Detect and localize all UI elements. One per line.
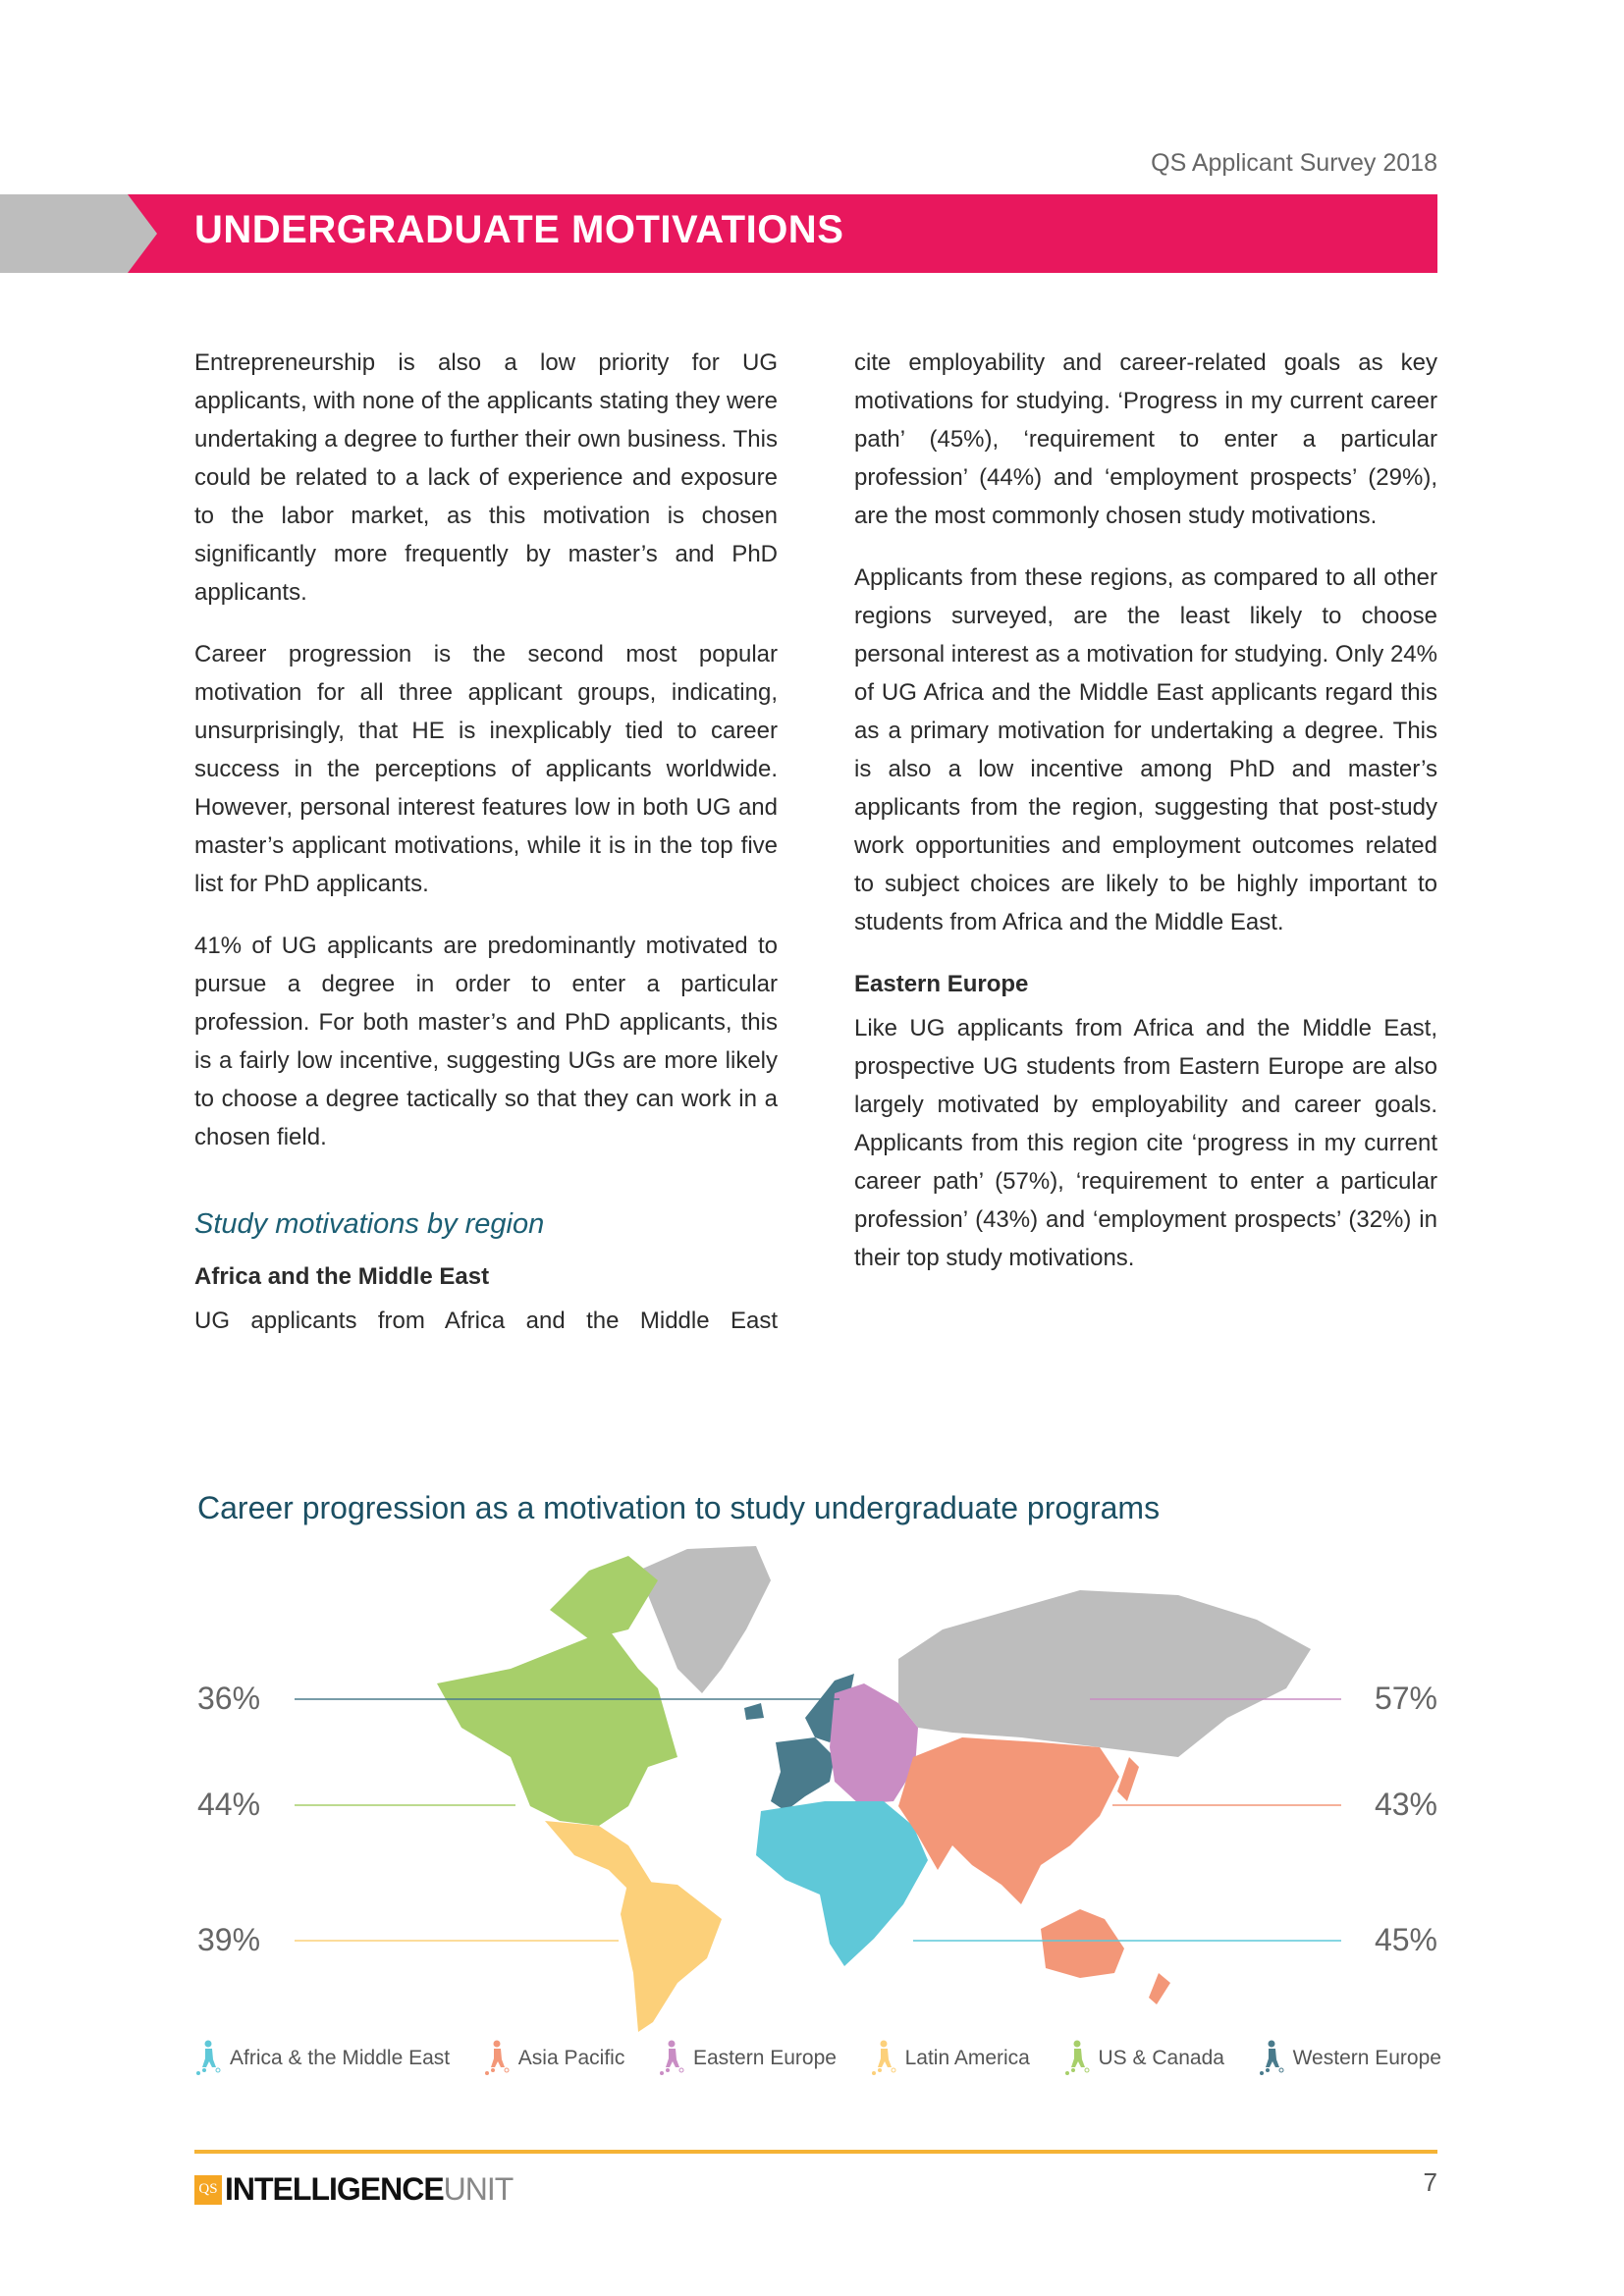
paragraph: Like UG applicants from Africa and the Middle East, prospective UG students from Eastern Europe are also largely motivated by employability and career goals. Applicants from this region cite ‘progress in my current career path’ (57%), ‘requirement to enter a particular profession’ (43%) and ‘employment prospects’ (32%) in their top study motivations.: [854, 1015, 1437, 1271]
legend-label: US & Canada: [1098, 2047, 1224, 2069]
paragraph: UG applicants from Africa and the Middle East: [194, 1308, 778, 1334]
qs-intelligence-unit-logo: [194, 2171, 513, 2208]
paragraph: Career progression is the second most popular motivation for all three applicant groups, indicating, unsurprisingly, that HE is inexplicably tied to career success in the perceptions of applicants worldwide. However, personal interest features low in both UG and master’s applicant motivations, while it is in the top five list for PhD applicants.: [194, 641, 778, 897]
map-new-zealand: [1149, 1973, 1170, 2004]
map-asia: [898, 1737, 1119, 1904]
chart-title: Career progression as a motivation to study undergraduate programs: [197, 1490, 1161, 1525]
region-heading: Africa and the Middle East: [194, 1263, 490, 1290]
map-legend: [194, 2040, 1441, 2077]
legend-item-western-europe: [1258, 2040, 1441, 2077]
value-africa: 45%: [1374, 1922, 1437, 1957]
value-eastern-europe: 57%: [1374, 1681, 1437, 1716]
logo-text-light: UNIT: [443, 2171, 514, 2207]
paragraph: Entrepreneurship is also a low priority for UG applicants, with none of the applicants stating they were undertaking a degree to further their own business. This could be related to a lack of experience and exposure to the labor market, as this motivation is chosen significantly more frequently by master’s and PhD applicants.: [194, 349, 778, 606]
legend-label: Africa & the Middle East: [230, 2047, 451, 2069]
career-climber-icon: [658, 2040, 687, 2077]
footer-rule: [194, 2150, 1437, 2154]
section-title: UNDERGRADUATE MOTIVATIONS: [194, 208, 844, 251]
career-climber-icon: [1063, 2040, 1093, 2077]
legend-label: Latin America: [904, 2047, 1030, 2069]
legend-item-africa: [194, 2040, 450, 2077]
value-latin-america: 39%: [197, 1922, 261, 1957]
map-arctic-islands: [550, 1556, 658, 1639]
value-western-europe: 36%: [197, 1681, 261, 1716]
running-head: QS Applicant Survey 2018: [1151, 149, 1437, 177]
legend-item-latin-america: [870, 2040, 1030, 2077]
subheading: Study motivations by region: [194, 1208, 545, 1240]
career-climber-icon: [194, 2040, 224, 2077]
legend-label: Asia Pacific: [517, 2047, 625, 2069]
legend-item-asia-pacific: [483, 2040, 625, 2077]
map-western-europe: [771, 1737, 835, 1811]
value-us-canada: 44%: [197, 1787, 261, 1822]
career-climber-icon: [870, 2040, 899, 2077]
map-africa: [756, 1801, 928, 1966]
map-us-canada: [437, 1629, 677, 1826]
logo-badge: QS: [194, 2175, 222, 2205]
logo-text-bold: INTELLIGENCE: [225, 2171, 444, 2207]
paragraph: cite employability and career-related goals as key motivations for studying. ‘Progress in my current career path’ (45%), ‘requirement to enter a particular profession’ (44%) and ‘employment prospects’ (29%), are the most commonly chosen study motivations.: [854, 349, 1437, 529]
page-number: 7: [1423, 2167, 1437, 2197]
paragraph: Applicants from these regions, as compared to all other regions surveyed, are the least likely to choose personal interest as a motivation for studying. Only 24% of UG Africa and the Middle East applicants regard this as a primary motivation for undertaking a degree. This is also a low incentive among PhD and master’s applicants from the region, suggesting that post-study work opportunities and employment outcomes related to subject choices are likely to be highly important to students from Africa and the Middle East.: [854, 564, 1437, 935]
legend-item-us-canada: [1063, 2040, 1224, 2077]
value-asia-pacific: 43%: [1374, 1787, 1437, 1822]
map-japan: [1117, 1757, 1139, 1801]
region-heading: Eastern Europe: [854, 971, 1029, 997]
map-south-america: [621, 1880, 722, 2032]
map-australia: [1041, 1909, 1124, 1978]
legend-item-eastern-europe: [658, 2040, 837, 2077]
legend-label: Eastern Europe: [693, 2047, 837, 2069]
career-climber-icon: [483, 2040, 513, 2077]
legend-label: Western Europe: [1292, 2047, 1441, 2069]
map-greenland: [638, 1546, 771, 1693]
paragraph: 41% of UG applicants are predominantly motivated to pursue a degree in order to enter a particular profession. For both master’s and PhD applicants, this is a fairly low incentive, suggesting UGs are more likely to choose a degree tactically so that they can work in a chosen field.: [194, 933, 778, 1150]
career-climber-icon: [1258, 2040, 1287, 2077]
map-russia: [898, 1590, 1311, 1757]
